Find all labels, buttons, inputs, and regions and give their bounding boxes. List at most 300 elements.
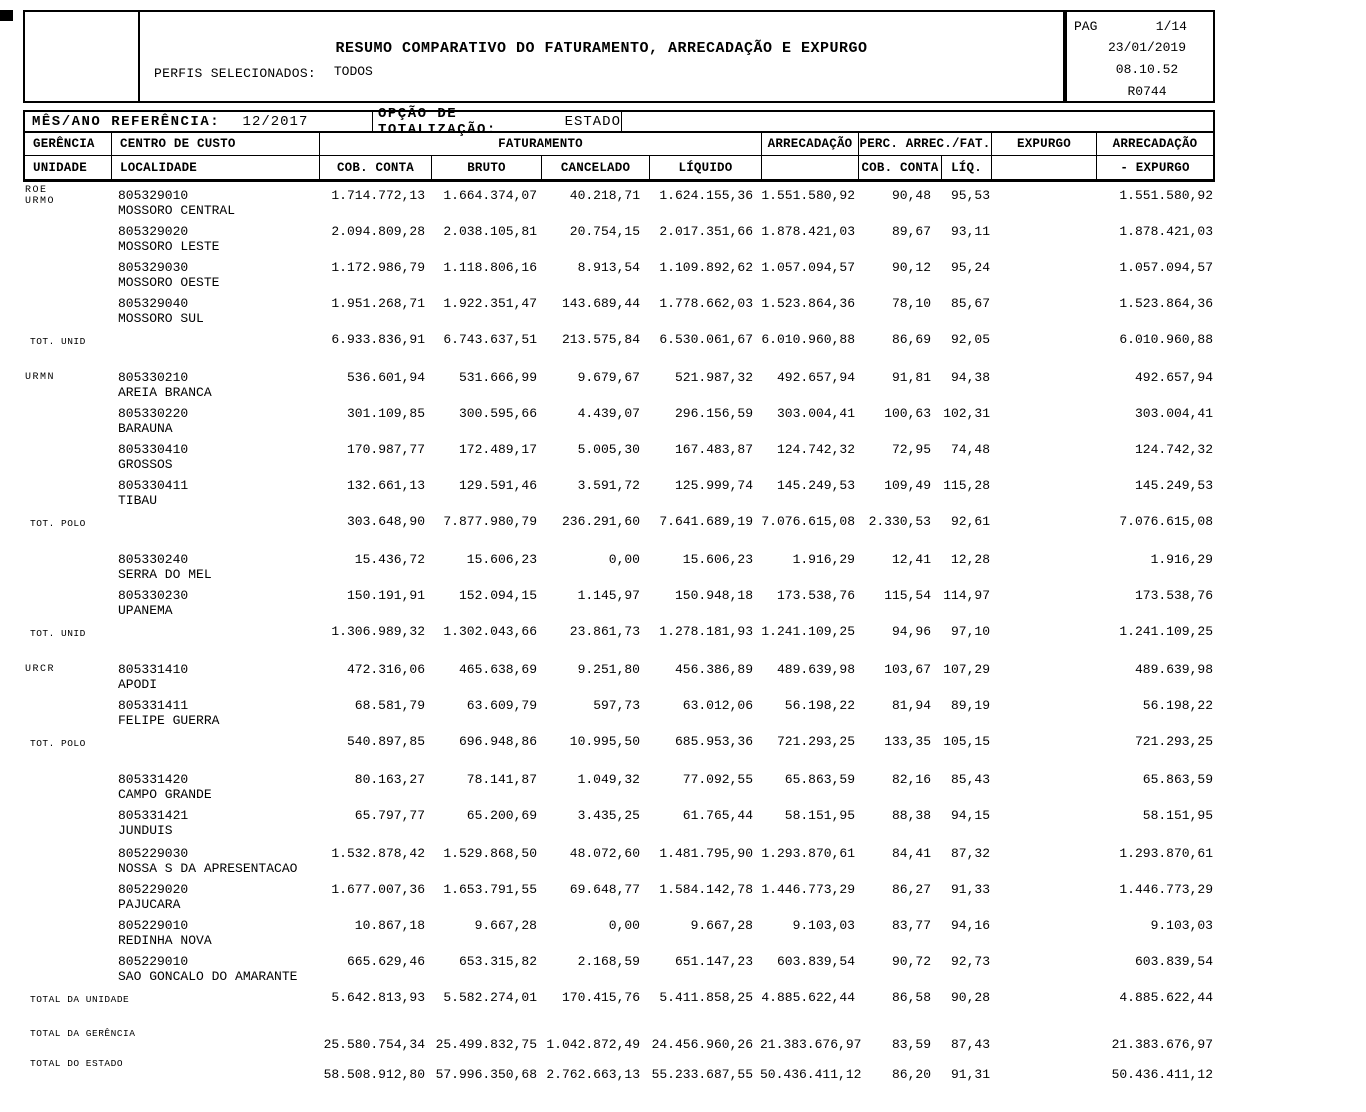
perc-liq-value: 91,33: [950, 882, 990, 897]
gerencia-unit-label: [23, 882, 110, 884]
locality-name: CAMPO GRANDE: [118, 787, 212, 802]
locality-name: MOSSORO SUL: [118, 311, 204, 326]
locality-name: PAJUCARA: [118, 897, 181, 912]
perc-cob-conta-value: 86,20: [891, 1067, 931, 1082]
arrecadacao-value: 1.523.864,36: [761, 296, 855, 311]
perc-liq-value: 114,97: [943, 588, 990, 603]
locality-cell: [110, 370, 318, 400]
unit-code: URMO: [25, 196, 56, 207]
perc-cob-conta-value: 86,27: [891, 882, 931, 897]
locality-name: APODI: [118, 677, 158, 692]
arrecadacao-value: 721.293,25: [776, 734, 855, 749]
pag-value: 1/14: [1155, 18, 1187, 34]
perc-cob-conta-value: 84,41: [891, 846, 931, 861]
locality-cell: [110, 188, 318, 218]
arrecadacao-menos-expurgo-value: 1.057.094,57: [1119, 260, 1213, 275]
cob-conta-value: 540.897,85: [346, 734, 425, 749]
bruto-value: 9.667,28: [474, 918, 537, 933]
bruto-value: 25.499.832,75: [435, 1037, 537, 1052]
locality-name: FELIPE GUERRA: [118, 713, 220, 728]
bruto-value: 1.302.043,66: [443, 624, 537, 639]
table-row: [23, 370, 1215, 400]
arrecadacao-value: 1.293.870,61: [761, 846, 855, 861]
perc-cob-conta-value: 2.330,53: [868, 514, 931, 529]
cancelado-value: 40.218,71: [569, 188, 640, 203]
arrecadacao-value: 58.151,95: [784, 808, 855, 823]
table-row: [23, 846, 1215, 876]
perc-liq-value: 94,16: [950, 918, 990, 933]
gerencia-unit-label: [23, 185, 110, 207]
table-row: [23, 185, 1215, 218]
arrecadacao-value: 65.863,59: [784, 772, 855, 787]
arrecadacao-menos-expurgo-value: 1.878.421,03: [1119, 224, 1213, 239]
perc-cob-conta-value: 91,81: [891, 370, 931, 385]
col-bruto: BRUTO: [432, 156, 542, 179]
liquido-value: 685.953,36: [674, 734, 753, 749]
perc-cob-conta-value: 83,77: [891, 918, 931, 933]
cost-center-code: 805331410: [118, 662, 189, 677]
cost-center-code: 805229010: [118, 954, 189, 969]
col-expurgo-sub: [992, 156, 1097, 179]
cancelado-value: 1.049,32: [577, 772, 640, 787]
locality-cell: [110, 698, 318, 728]
pag-label: PAG: [1074, 18, 1098, 34]
table-row: [23, 296, 1215, 326]
perc-cob-conta-value: 86,58: [891, 990, 931, 1005]
locality-cell: [110, 846, 318, 876]
cost-center-code: 805330411: [118, 478, 189, 493]
cancelado-value: 9.251,80: [577, 662, 640, 677]
cost-center-code: 805331420: [118, 772, 189, 787]
cancelado-value: 170.415,76: [561, 990, 640, 1005]
gerencia-unit-label: [23, 442, 110, 444]
cob-conta-value: 301.109,85: [346, 406, 425, 421]
liquido-value: 1.624.155,36: [659, 188, 753, 203]
locality-name: JUNDUIS: [118, 823, 173, 838]
arrecadacao-value: 7.076.615,08: [761, 514, 855, 529]
bruto-value: 1.118.806,16: [443, 260, 537, 275]
report-date: 23/01/2019: [1107, 40, 1186, 55]
table-row: [23, 772, 1215, 802]
liquido-value: 1.109.892,62: [659, 260, 753, 275]
gerencia-unit-label: [23, 588, 110, 590]
total-label: TOTAL DA UNIDADE: [30, 994, 130, 1005]
report-page: [23, 10, 1215, 1088]
cob-conta-value: 65.797,77: [354, 808, 425, 823]
liquido-value: 1.584.142,78: [659, 882, 753, 897]
perc-cob-conta-value: 78,10: [891, 296, 931, 311]
locality-name: NOSSA S DA APRESENTACAO: [118, 861, 298, 876]
cob-conta-value: 68.581,79: [354, 698, 425, 713]
col-arrecadacao-sub: [762, 156, 859, 179]
arrecadacao-menos-expurgo-value: 50.436.411,12: [1111, 1067, 1213, 1082]
cost-center-code: 805329010: [118, 188, 189, 203]
page-title: RESUMO COMPARATIVO DO FATURAMENTO, ARRECADAÇÃO E EXPURGO: [335, 40, 868, 57]
table-row: [23, 442, 1215, 472]
bruto-value: 57.996.350,68: [435, 1067, 537, 1082]
perc-liq-value: 102,31: [943, 406, 990, 421]
locality-cell: [110, 260, 318, 290]
logo-placeholder-box: [23, 10, 140, 103]
cob-conta-value: 2.094.809,28: [331, 224, 425, 239]
perc-liq-value: 115,28: [943, 478, 990, 493]
table-row: [23, 552, 1215, 582]
total-row: [23, 514, 1215, 530]
perc-liq-value: 95,53: [950, 188, 990, 203]
cost-center-code: 805330220: [118, 406, 189, 421]
arrecadacao-value: 1.878.421,03: [761, 224, 855, 239]
table-row: [23, 588, 1215, 618]
bruto-value: 6.743.637,51: [443, 332, 537, 347]
cob-conta-value: 536.601,94: [346, 370, 425, 385]
cob-conta-value: 1.714.772,13: [331, 188, 425, 203]
arrecadacao-value: 6.010.960,88: [761, 332, 855, 347]
cancelado-value: 10.995,50: [569, 734, 640, 749]
cob-conta-value: 150.191,91: [346, 588, 425, 603]
perc-cob-conta-value: 133,35: [884, 734, 931, 749]
cancelado-value: 2.168,59: [577, 954, 640, 969]
arrecadacao-value: 21.383.676,97: [760, 1037, 862, 1052]
liquido-value: 63.012,06: [682, 698, 753, 713]
arrecadacao-menos-expurgo-value: 1.241.109,25: [1119, 624, 1213, 639]
perc-liq-value: 85,43: [950, 772, 990, 787]
locality-cell: [110, 772, 318, 802]
corner-print-mark: [0, 10, 13, 21]
perc-liq-value: 87,32: [950, 846, 990, 861]
bruto-value: 696.948,86: [458, 734, 537, 749]
report-code: R0744: [1127, 84, 1167, 99]
perc-liq-value: 107,29: [943, 662, 990, 677]
liquido-value: 61.765,44: [682, 808, 753, 823]
arrecadacao-value: 1.551.580,92: [761, 188, 855, 203]
arrecadacao-menos-expurgo-value: 1.446.773,29: [1119, 882, 1213, 897]
cancelado-value: 143.689,44: [561, 296, 640, 311]
arrecadacao-menos-expurgo-value: 7.076.615,08: [1119, 514, 1213, 529]
bruto-value: 65.200,69: [466, 808, 537, 823]
table-row: [23, 918, 1215, 948]
bruto-value: 1.664.374,07: [443, 188, 537, 203]
locality-name: AREIA BRANCA: [118, 385, 212, 400]
cancelado-value: 1.042.872,49: [546, 1037, 640, 1052]
locality-cell: [110, 442, 318, 472]
perc-cob-conta-value: 82,16: [891, 772, 931, 787]
arrecadacao-value: 124.742,32: [776, 442, 855, 457]
col-perc-cob-conta: COB. CONTA: [859, 156, 942, 179]
arrecadacao-menos-expurgo-value: 173.538,76: [1134, 588, 1213, 603]
bruto-value: 5.582.274,01: [443, 990, 537, 1005]
cancelado-value: 236.291,60: [561, 514, 640, 529]
locality-name: BARAUNA: [118, 421, 173, 436]
arrecadacao-menos-expurgo-value: 56.198,22: [1142, 698, 1213, 713]
cob-conta-value: 1.532.878,42: [331, 846, 425, 861]
col-localidade: LOCALIDADE: [112, 156, 320, 179]
arrecadacao-value: 492.657,94: [776, 370, 855, 385]
perc-liq-value: 90,28: [950, 990, 990, 1005]
cob-conta-value: 132.661,13: [346, 478, 425, 493]
perc-liq-value: 92,61: [950, 514, 990, 529]
perc-cob-conta-value: 115,54: [884, 588, 931, 603]
perc-cob-conta-value: 94,96: [891, 624, 931, 639]
table-row: [23, 882, 1215, 912]
col-cob-conta: COB. CONTA: [320, 156, 432, 179]
perc-cob-conta-value: 89,67: [891, 224, 931, 239]
table-header-row-2: [25, 156, 1213, 179]
cancelado-value: 9.679,67: [577, 370, 640, 385]
cob-conta-value: 472.316,06: [346, 662, 425, 677]
cob-conta-value: 1.677.007,36: [331, 882, 425, 897]
bruto-value: 15.606,23: [466, 552, 537, 567]
cancelado-value: 213.575,84: [561, 332, 640, 347]
perc-cob-conta-value: 90,48: [891, 188, 931, 203]
ref-value: 12/2017: [242, 113, 309, 130]
arrecadacao-menos-expurgo-value: 1.916,29: [1150, 552, 1213, 567]
totalizacao-value: ESTADO: [564, 113, 621, 130]
total-row: [23, 734, 1215, 750]
perc-liq-value: 85,67: [950, 296, 990, 311]
col-perc-liq: LÍQ.: [942, 156, 992, 179]
perc-cob-conta-value: 72,95: [891, 442, 931, 457]
total-label: TOT. UNID: [30, 336, 86, 347]
locality-name: MOSSORO OESTE: [118, 275, 220, 290]
cancelado-value: 48.072,60: [569, 846, 640, 861]
bruto-value: 1.529.868,50: [443, 846, 537, 861]
perc-cob-conta-value: 90,72: [891, 954, 931, 969]
cob-conta-value: 303.648,90: [346, 514, 425, 529]
perfis-selecionados: [154, 66, 373, 81]
liquido-value: 521.987,32: [674, 370, 753, 385]
locality-cell: [110, 808, 318, 838]
arrecadacao-value: 1.446.773,29: [761, 882, 855, 897]
locality-name: GROSSOS: [118, 457, 173, 472]
cancelado-value: 0,00: [608, 552, 640, 567]
arrecadacao-value: 1.241.109,25: [761, 624, 855, 639]
cob-conta-value: 1.306.989,32: [331, 624, 425, 639]
locality-cell: [110, 588, 318, 618]
table-row: [23, 478, 1215, 508]
table-row: [23, 698, 1215, 728]
liquido-value: 6.530.061,67: [659, 332, 753, 347]
perc-liq-value: 92,73: [950, 954, 990, 969]
arrecadacao-menos-expurgo-value: 145.249,53: [1134, 478, 1213, 493]
bruto-value: 172.489,17: [458, 442, 537, 457]
arrecadacao-menos-expurgo-value: 9.103,03: [1150, 918, 1213, 933]
locality-cell: [110, 552, 318, 582]
perc-liq-value: 87,43: [950, 1037, 990, 1052]
col-centro-de-custo: CENTRO DE CUSTO: [112, 133, 320, 156]
bruto-value: 2.038.105,81: [443, 224, 537, 239]
bruto-value: 1.922.351,47: [443, 296, 537, 311]
liquido-value: 125.999,74: [674, 478, 753, 493]
arrecadacao-value: 1.916,29: [792, 552, 855, 567]
cob-conta-value: 665.629,46: [346, 954, 425, 969]
bruto-value: 78.141,87: [466, 772, 537, 787]
gerencia-unit-label: [23, 808, 110, 810]
col-expurgo: EXPURGO: [992, 133, 1097, 156]
locality-cell: [110, 296, 318, 326]
perc-cob-conta-value: 12,41: [891, 552, 931, 567]
gerencia-code: ROE: [25, 185, 48, 196]
cancelado-value: 597,73: [593, 698, 640, 713]
liquido-value: 15.606,23: [682, 552, 753, 567]
gerencia-unit-label: [23, 370, 110, 383]
arrecadacao-menos-expurgo-value: 65.863,59: [1142, 772, 1213, 787]
table-row: [23, 808, 1215, 838]
perc-cob-conta-value: 90,12: [891, 260, 931, 275]
bruto-value: 531.666,99: [458, 370, 537, 385]
table-body: [23, 182, 1215, 1082]
locality-cell: [110, 918, 318, 948]
bruto-value: 300.595,66: [458, 406, 537, 421]
totalizacao-label: OPÇÃO DE TOTALIZAÇÃO:: [378, 105, 497, 138]
table-row: [23, 954, 1215, 984]
perc-liq-value: 89,19: [950, 698, 990, 713]
gerencia-unit-label: [23, 772, 110, 774]
arrecadacao-menos-expurgo-value: 1.523.864,36: [1119, 296, 1213, 311]
table-row: [23, 260, 1215, 290]
gerencia-unit-label: [23, 478, 110, 480]
arrecadacao-menos-expurgo-value: 1.551.580,92: [1119, 188, 1213, 203]
total-row: [23, 990, 1215, 1006]
liquido-value: 456.386,89: [674, 662, 753, 677]
cancelado-value: 3.435,25: [577, 808, 640, 823]
locality-cell: [110, 662, 318, 692]
bruto-value: 152.094,15: [458, 588, 537, 603]
table-row: [23, 406, 1215, 436]
perc-cob-conta-value: 88,38: [891, 808, 931, 823]
report-time: 08.10.52: [1115, 62, 1179, 77]
gerencia-unit-label: [23, 698, 110, 700]
gerencia-unit-label: [23, 260, 110, 262]
gerencia-unit-label: [23, 296, 110, 298]
cost-center-code: 805330410: [118, 442, 189, 457]
perc-liq-value: 94,38: [950, 370, 990, 385]
liquido-value: 167.483,87: [674, 442, 753, 457]
cancelado-value: 23.861,73: [569, 624, 640, 639]
arrecadacao-menos-expurgo-value: 303.004,41: [1134, 406, 1213, 421]
reference-row: [23, 105, 1215, 138]
table-row: [23, 224, 1215, 254]
gerencia-unit-label: [23, 846, 110, 848]
arrecadacao-value: 4.885.622,44: [761, 990, 855, 1005]
col-gerencia: GERÊNCIA: [25, 133, 112, 156]
cost-center-code: 805229030: [118, 846, 189, 861]
bruto-value: 1.653.791,55: [443, 882, 537, 897]
total-label: TOT. POLO: [30, 518, 86, 529]
perc-liq-value: 91,31: [950, 1067, 990, 1082]
liquido-value: 1.481.795,90: [659, 846, 753, 861]
arrecadacao-value: 303.004,41: [776, 406, 855, 421]
cancelado-value: 1.145,97: [577, 588, 640, 603]
cob-conta-value: 15.436,72: [354, 552, 425, 567]
cancelado-value: 3.591,72: [577, 478, 640, 493]
total-label: TOTAL DO ESTADO: [30, 1058, 124, 1069]
arrecadacao-value: 173.538,76: [776, 588, 855, 603]
cost-center-code: 805229020: [118, 882, 189, 897]
liquido-value: 77.092,55: [682, 772, 753, 787]
cancelado-value: 4.439,07: [577, 406, 640, 421]
total-label: TOTAL DA GERÊNCIA: [30, 1028, 136, 1039]
cost-center-code: 805331421: [118, 808, 189, 823]
bruto-value: 63.609,79: [466, 698, 537, 713]
arrecadacao-value: 603.839,54: [776, 954, 855, 969]
cost-center-code: 805330230: [118, 588, 189, 603]
expurgo-value: [990, 1058, 1095, 1067]
cob-conta-value: 6.933.836,91: [331, 332, 425, 347]
unit-code: URMN: [25, 372, 56, 383]
col-liquido: LÍQUIDO: [650, 156, 762, 179]
cancelado-value: 20.754,15: [569, 224, 640, 239]
locality-cell: [110, 882, 318, 912]
perc-liq-value: 95,24: [950, 260, 990, 275]
table-header-row-1: [25, 133, 1213, 156]
perc-cob-conta-value: 103,67: [884, 662, 931, 677]
perfis-value: TODOS: [333, 64, 373, 79]
locality-name: SERRA DO MEL: [118, 567, 212, 582]
gerencia-unit-label: [23, 552, 110, 554]
total-row: [23, 332, 1215, 348]
arrecadacao-menos-expurgo-value: 21.383.676,97: [1111, 1037, 1213, 1052]
perc-liq-value: 94,15: [950, 808, 990, 823]
perc-liq-value: 74,48: [950, 442, 990, 457]
arrecadacao-value: 1.057.094,57: [761, 260, 855, 275]
perc-liq-value: 93,11: [950, 224, 990, 239]
gerencia-unit-label: [23, 918, 110, 920]
gerencia-unit-label: [23, 662, 110, 675]
col-menos-expurgo: - EXPURGO: [1120, 160, 1190, 175]
cost-center-code: 805329030: [118, 260, 189, 275]
col-faturamento: FATURAMENTO: [320, 133, 762, 156]
arrecadacao-menos-expurgo-value: 721.293,25: [1134, 734, 1213, 749]
liquido-value: 2.017.351,66: [659, 224, 753, 239]
cost-center-code: 805329040: [118, 296, 189, 311]
arrecadacao-menos-expurgo-value: 489.639,98: [1134, 662, 1213, 677]
cob-conta-value: 1.172.986,79: [331, 260, 425, 275]
perfis-label: PERFIS SELECIONADOS:: [154, 66, 317, 81]
arrecadacao-value: 56.198,22: [784, 698, 855, 713]
cancelado-value: 5.005,30: [577, 442, 640, 457]
page-info-box: [1065, 10, 1215, 103]
table-row: [23, 662, 1215, 692]
reference-row-spacer: [622, 112, 1213, 131]
arrecadacao-menos-expurgo-value: 4.885.622,44: [1119, 990, 1213, 1005]
liquido-value: 150.948,18: [674, 588, 753, 603]
arrecadacao-value: 145.249,53: [776, 478, 855, 493]
cob-conta-value: 58.508.912,80: [323, 1067, 425, 1082]
cob-conta-value: 80.163,27: [354, 772, 425, 787]
perc-liq-value: 105,15: [943, 734, 990, 749]
perc-liq-value: 97,10: [950, 624, 990, 639]
locality-name: MOSSORO CENTRAL: [118, 203, 236, 218]
total-row: [23, 624, 1215, 640]
gerencia-unit-label: [23, 406, 110, 408]
unit-code: URCR: [25, 664, 56, 675]
cost-center-code: 805331411: [118, 698, 189, 713]
perc-cob-conta-value: 83,59: [891, 1037, 931, 1052]
cob-conta-value: 25.580.754,34: [323, 1037, 425, 1052]
ref-label: MÊS/ANO REFERÊNCIA:: [32, 113, 221, 130]
liquido-value: 296.156,59: [674, 406, 753, 421]
cancelado-value: 69.648,77: [569, 882, 640, 897]
locality-cell: [110, 954, 318, 984]
arrecadacao-menos-expurgo-value: 124.742,32: [1134, 442, 1213, 457]
liquido-value: 1.278.181,93: [659, 624, 753, 639]
col-perc-arrec-fat: PERC. ARREC./FAT.: [859, 133, 992, 156]
locality-name: TIBAU: [118, 493, 158, 508]
report-header: [23, 10, 1215, 103]
expurgo-value: [990, 1028, 1095, 1037]
liquido-value: 5.411.858,25: [659, 990, 753, 1005]
col-arrecadacao-expurgo: ARRECADAÇÃO: [1097, 133, 1213, 156]
